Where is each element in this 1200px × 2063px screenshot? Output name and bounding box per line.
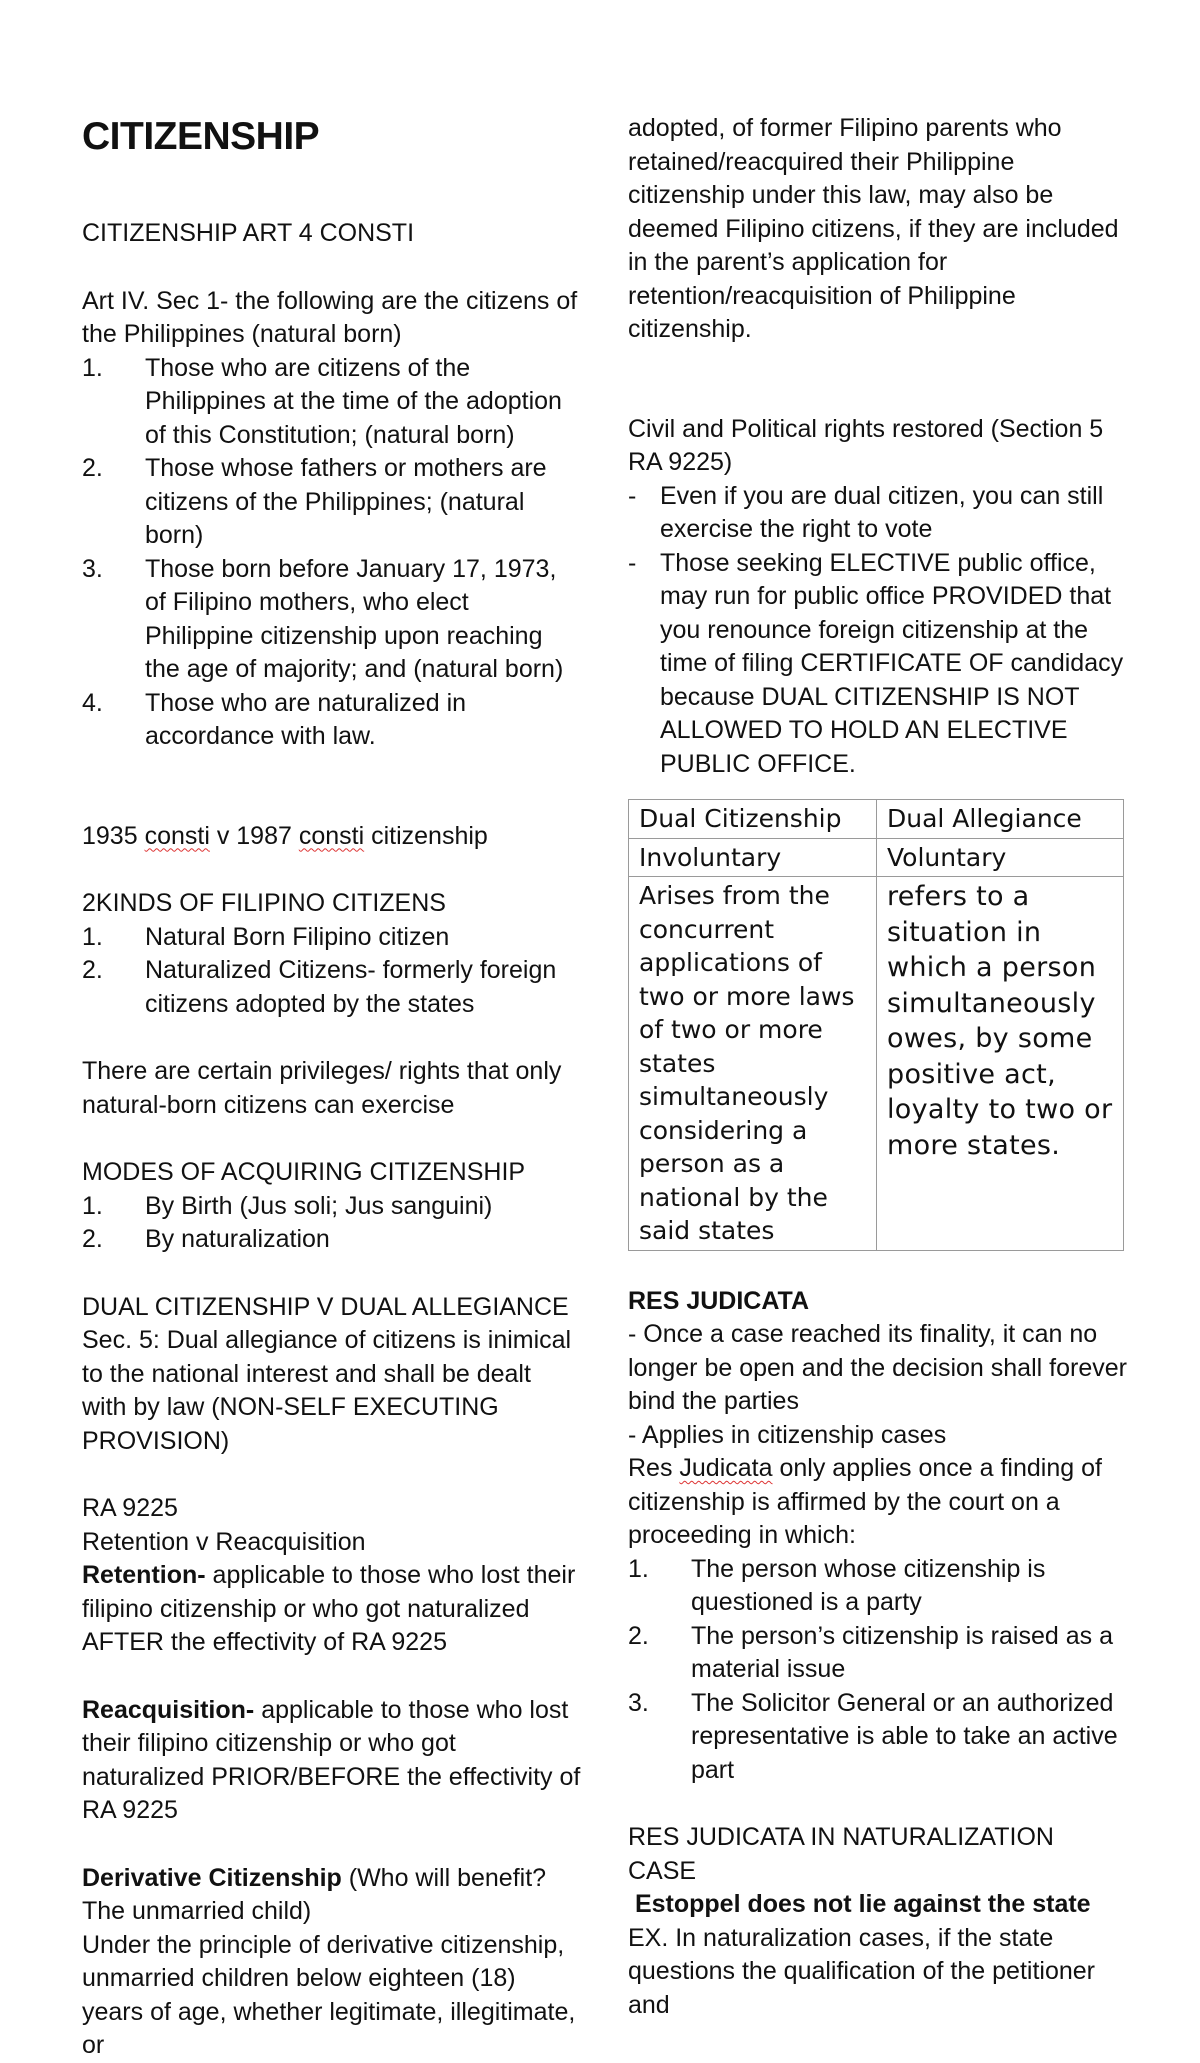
ra-heading: RA 9225 xyxy=(82,1494,178,1522)
table-row xyxy=(629,838,1124,877)
kinds-heading: 2KINDS OF FILIPINO CITIZENS xyxy=(82,889,446,917)
table-cell: Arises from the concurrent applications of two or more laws of two or more states simultaneously considering a person as a national by the said states xyxy=(629,877,877,1251)
list-item xyxy=(628,547,1128,782)
reacquisition-text: applicable to those who lost their filipino citizenship or who got naturalized PRIOR/BEFORE the effectivity of RA 9225 xyxy=(82,1695,581,1824)
res-line: - Applies in citizenship cases xyxy=(628,1420,947,1449)
right-column xyxy=(628,112,1128,2022)
continuation-paragraph: adopted, of former Filipino parents who retained/reacquired their Philippine citizenship under this law, may also be deemed Filipino citizens, if they are included in the parent’s application for retention/reacquisition of Philippine citizenship. xyxy=(628,114,1119,343)
list-number: 2. xyxy=(82,1225,103,1253)
list-text: Natural Born Filipino citizen xyxy=(145,922,450,951)
list-text: The person’s citizenship is raised as a material issue xyxy=(691,1621,1113,1683)
estoppel-text: Estoppel does not lie against the state xyxy=(628,1890,1091,1918)
list-number: 3. xyxy=(628,1688,649,1717)
text-run: 1935 xyxy=(82,821,145,850)
spellcheck-word: consti xyxy=(144,821,210,850)
kinds-list xyxy=(82,921,582,1022)
list-item xyxy=(82,553,582,687)
dual-comparison-table xyxy=(628,799,1124,1251)
list-text: Those who are citizens of the Philippines at the time of the adoption of this Constitution; (natural born) xyxy=(145,353,562,449)
list-text: Those born before January 17, 1973, of Filipino mothers, who elect Philippine citizenship upon reaching the age of majority; and (natural born) xyxy=(145,554,564,683)
list-number: 1. xyxy=(82,353,103,382)
civil-list xyxy=(628,480,1128,782)
art4-intro: Art IV. Sec 1- the following are the citizens of the Philippines (natural born) xyxy=(82,286,578,348)
list-text: The person whose citizenship is questioned is a party xyxy=(691,1554,1046,1616)
list-item xyxy=(82,1223,582,1257)
consti-comparison xyxy=(82,820,582,854)
table-cell: Dual Allegiance xyxy=(877,800,1124,839)
dual-sec5: Sec. 5: Dual allegiance of citizens is inimical to the national interest and shall be dealt with by law (NON-SELF EXECUTING PROVISION) xyxy=(82,1326,572,1455)
list-item xyxy=(628,1687,1128,1788)
list-text: Those who are naturalized in accordance with law. xyxy=(145,688,467,750)
table-cell: Dual Citizenship xyxy=(629,800,877,839)
section-subtitle: CITIZENSHIP ART 4 CONSTI xyxy=(82,219,415,247)
list-item xyxy=(628,480,1128,547)
table-cell: refers to a situation in which a person simultaneously owes, by some positive act, loyalty to two or more states. xyxy=(877,877,1124,1251)
reacquisition-paragraph xyxy=(82,1694,582,1828)
list-number: 2. xyxy=(82,454,103,482)
res-only-paragraph xyxy=(628,1452,1128,1553)
list-dash: - xyxy=(628,481,637,510)
list-number: 4. xyxy=(82,688,103,717)
left-column xyxy=(82,112,582,2063)
text-run: only applies once a finding of citizenship is affirmed by the court on a proceeding in which: xyxy=(628,1454,1102,1549)
modes-heading: MODES OF ACQUIRING CITIZENSHIP xyxy=(82,1158,526,1186)
res-list xyxy=(628,1553,1128,1788)
list-number: 1. xyxy=(628,1554,649,1583)
list-text: Naturalized Citizens- formerly foreign citizens adopted by the states xyxy=(145,956,557,1018)
list-item xyxy=(82,1190,582,1224)
estoppel-line xyxy=(628,1888,1128,1922)
retention-label: Retention- xyxy=(82,1561,206,1589)
list-text: By naturalization xyxy=(145,1225,330,1253)
civil-heading: Civil and Political rights restored (Section 5 RA 9225) xyxy=(628,414,1104,476)
privileges-note: There are certain privileges/ rights that only natural-born citizens can exercise xyxy=(82,1057,562,1119)
list-item xyxy=(82,352,582,453)
list-item xyxy=(82,687,582,754)
modes-list xyxy=(82,1190,582,1257)
table-row xyxy=(629,877,1124,1251)
ra-subheading: Retention v Reacquisition xyxy=(82,1527,366,1556)
derivative-label: Derivative Citizenship xyxy=(82,1863,342,1892)
text-run: v 1987 xyxy=(209,821,299,850)
list-item xyxy=(628,1620,1128,1687)
list-text: Even if you are dual citizen, you can still exercise the right to vote xyxy=(660,481,1104,543)
list-text: Those seeking ELECTIVE public office, may run for public office PROVIDED that you renounce foreign citizenship at the time of filing CERTIFICATE OF candidacy because DUAL CITIZENSHIP IS NOT ALLOWED TO HOLD AN ELECTIVE PUBLIC OFFICE. xyxy=(660,548,1124,778)
list-dash: - xyxy=(628,548,637,577)
art4-list xyxy=(82,352,582,754)
table-row xyxy=(629,800,1124,839)
derivative-note: (Who will benefit? The unmarried child) xyxy=(82,1863,547,1925)
res-judicata-title: RES JUDICATA xyxy=(628,1286,810,1315)
example-text: EX. In naturalization cases, if the state questions the qualification of the petitioner and xyxy=(628,1923,1095,2019)
retention-text: applicable to those who lost their filipino citizenship or who got naturalized AFTER the effectivity of RA 9225 xyxy=(82,1561,576,1656)
derivative-heading xyxy=(82,1862,582,1929)
text-run: citizenship xyxy=(364,821,488,850)
retention-paragraph xyxy=(82,1559,582,1660)
spellcheck-word: Judicata xyxy=(679,1454,773,1482)
list-number: 1. xyxy=(82,922,103,951)
table-cell: Voluntary xyxy=(877,838,1124,877)
list-text: By Birth (Jus soli; Jus sanguini) xyxy=(145,1191,493,1220)
spellcheck-word: consti xyxy=(298,821,365,850)
list-number: 2. xyxy=(82,956,103,984)
derivative-text: Under the principle of derivative citizenship, unmarried children below eighteen (18) years of age, whether legitimate, illegitimate, or xyxy=(82,1930,576,2059)
table-cell: Involuntary xyxy=(629,838,877,877)
list-number: 1. xyxy=(82,1191,103,1220)
list-text: The Solicitor General or an authorized representative is able to take an active part xyxy=(691,1688,1118,1784)
page-title: CITIZENSHIP xyxy=(82,115,320,158)
list-item xyxy=(628,1553,1128,1620)
res-line: - Once a case reached its finality, it can no longer be open and the decision shall forever bind the parties xyxy=(628,1320,1127,1415)
list-text: Those whose fathers or mothers are citizens of the Philippines; (natural born) xyxy=(145,454,547,549)
res-judicata-heading xyxy=(628,1285,1128,1319)
text-run: Res xyxy=(628,1454,680,1482)
dual-heading: DUAL CITIZENSHIP V DUAL ALLEGIANCE xyxy=(82,1292,569,1321)
list-item xyxy=(82,954,582,1021)
reacquisition-label: Reacquisition- xyxy=(82,1695,255,1724)
list-item xyxy=(82,452,582,553)
naturalization-heading: RES JUDICATA IN NATURALIZATION CASE xyxy=(628,1823,1054,1885)
list-number: 3. xyxy=(82,554,103,583)
list-item xyxy=(82,921,582,955)
list-number: 2. xyxy=(628,1621,649,1650)
